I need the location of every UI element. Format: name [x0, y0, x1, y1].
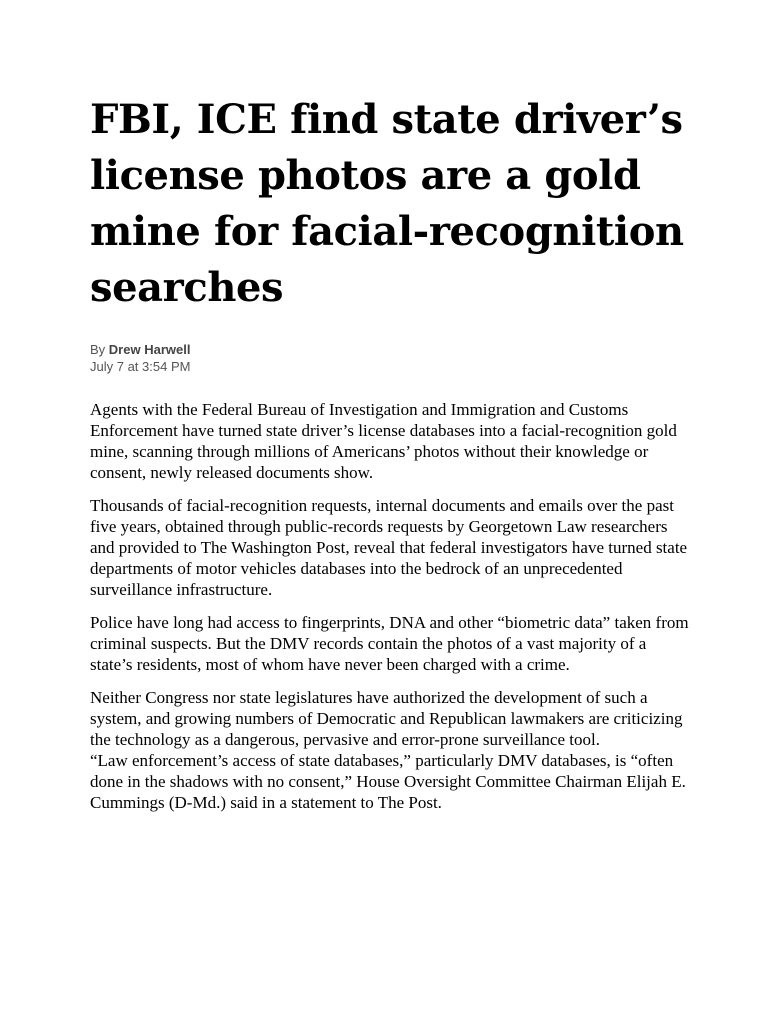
paragraph-1: Agents with the Federal Bureau of Investigation and Immigration and Customs Enforcement have turned state driver’s license databases into a facial-recognition gold mine, scanning through millions of Americans’ photos without their knowledge or consent, newly released documents show.	[90, 400, 677, 482]
paragraph-5: “Law enforcement’s access of state databases,” particularly DMV databases, is “often done in the shadows with no consent,” House Oversight Committee Chairman Elijah E. Cummings (D-Md.) said in a statement to The Post.	[90, 751, 686, 812]
author-link[interactable]: Drew Harwell	[108, 342, 191, 357]
article-body	[90, 399, 690, 813]
paragraph-2: Thousands of facial-recognition requests, internal documents and emails over the past five years, obtained through public-records requests by Georgetown Law researchers and provided to The Washington Post, reveal that federal investigators have turned state departments of motor vehicles databases into the bedrock of an unprecedented surveillance infrastructure.	[90, 496, 688, 599]
paragraph-4: Neither Congress nor state legislatures have authorized the development of such a system, and growing numbers of Democratic and Republican lawmakers are criticizing the technology as a dangerous, pervasive and error-prone surveillance tool.	[90, 688, 683, 749]
byline	[90, 341, 690, 358]
article	[90, 92, 690, 825]
publish-date: July 7 at 3:54 PM	[90, 359, 191, 374]
paragraph-3: Police have long had access to fingerprints, DNA and other “biometric data” taken from criminal suspects. But the DMV records contain the photos of a vast majority of a state’s residents, most of whom have never been charged with a crime.	[90, 613, 689, 674]
headline: FBI, ICE find state driver’s license photos are a gold mine for facial-recognition searches	[90, 96, 684, 311]
byline-prefix: By	[90, 342, 106, 357]
